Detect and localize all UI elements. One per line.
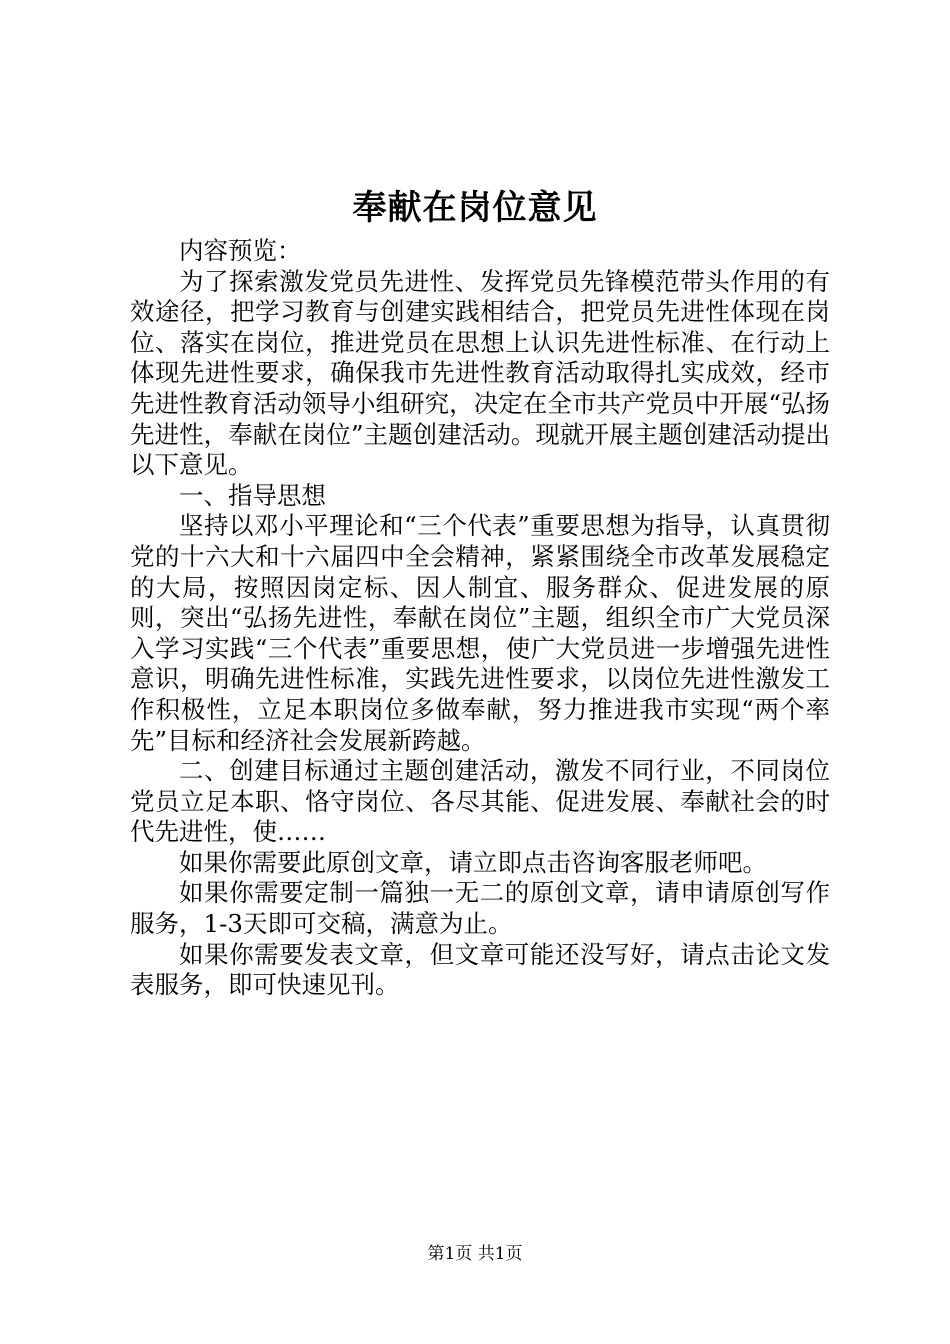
page-number-current: 第1页: [427, 1244, 473, 1264]
intro-paragraph: 为了探索激发党员先进性、发挥党员先锋模范带头作用的有效途径，把学习教育与创建实践相结合，把党员先进性体现在岗位、落实在岗位，推进党员在思想上认识先进性标准、在行动上体现先进性要求，确保我市先进性教育活动取得扎实成效，经市先进性教育活动领导小组研究，决定在全市共产党员中开展“弘扬先进性，奉献在岗位”主题创建活动。现就开展主题创建活动提出以下意见。: [130, 266, 830, 480]
document-body: [130, 236, 830, 1001]
page-number-total: 共1页: [477, 1244, 523, 1264]
creation-goal-paragraph: 二、创建目标通过主题创建活动，激发不同行业，不同岗位党员立足本职、恪守岗位、各尽其能、促进发展、奉献社会的时代先进性，使……: [130, 756, 830, 847]
document-title: 奉献在岗位意见: [352, 188, 598, 228]
consult-service-link[interactable]: 如果你需要此原创文章，请立即点击咨询客服老师吧。: [179, 847, 767, 877]
custom-writing-service-link[interactable]: 如果你需要定制一篇独一无二的原创文章，请申请原创写作服务，1-3天即可交稿，满意为止。: [130, 878, 830, 939]
publication-service-link[interactable]: 如果你需要发表文章，但文章可能还没写好，请点击论文发表服务，即可快速见刊。: [130, 939, 830, 1000]
section-heading-guiding-ideology: 一、指导思想: [179, 480, 326, 510]
page-footer: [0, 1242, 950, 1266]
preview-label: 内容预览：: [179, 236, 302, 265]
guiding-ideology-paragraph: 坚持以邓小平理论和“三个代表”重要思想为指导，认真贯彻党的十六大和十六届四中全会精神，紧紧围绕全市改革发展稳定的大局，按照因岗定标、因人制宜、服务群众、促进发展的原则，突出“弘扬先进性，奉献在岗位”主题，组织全市广大党员深入学习实践“三个代表”重要思想，使广大党员进一步增强先进性意识，明确先进性标准，实践先进性要求，以岗位先进性激发工作积极性，立足本职岗位多做奉献，努力推进我市实现“两个率先”目标和经济社会发展新跨越。: [130, 511, 830, 755]
